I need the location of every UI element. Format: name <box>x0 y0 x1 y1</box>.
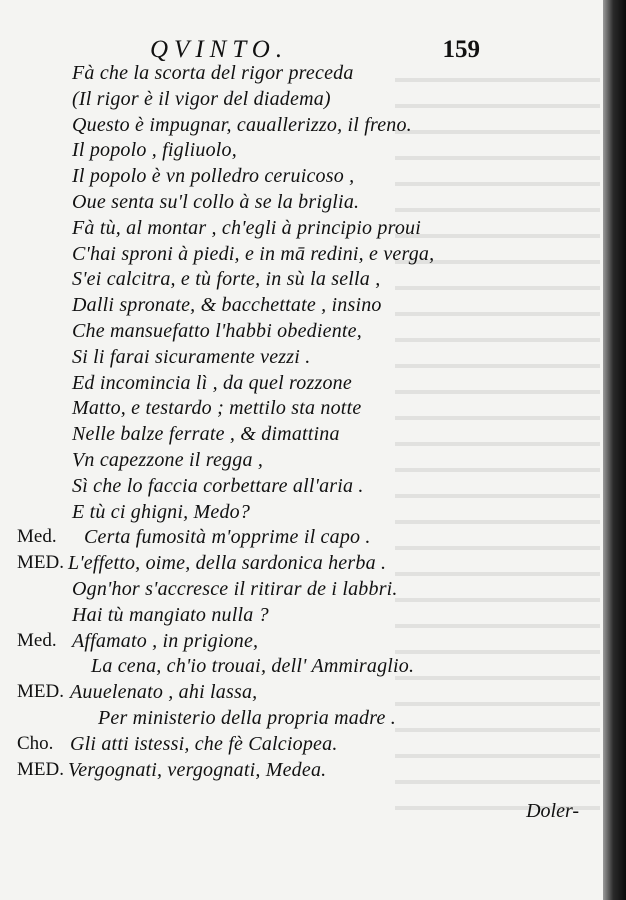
verse-line <box>0 475 600 501</box>
verse-text: Oue senta su'l collo à se la briglia. <box>72 190 360 213</box>
verse-text: Il popolo , figliuolo, <box>72 139 237 162</box>
binding-shadow <box>603 0 626 900</box>
verse-text: Ogn'hor s'accresce il ritirar de i labbri. <box>72 577 398 600</box>
verse-line <box>0 88 600 114</box>
verse-line <box>0 733 600 759</box>
speaker-label: MED. <box>17 681 64 703</box>
verse-text: E tù ci ghigni, Medo? <box>72 500 251 523</box>
verse-text: Affamato , in prigione, <box>72 629 259 652</box>
verse-text: S'ei calcitra, e tù forte, in sù la sella , <box>72 268 381 291</box>
verse-text: Sì che lo faccia corbettare all'aria . <box>72 474 364 497</box>
speaker-label: Med. <box>17 629 57 651</box>
verse-line <box>0 294 600 320</box>
verse-line <box>0 449 600 475</box>
verse-text: Fà che la scorta del rigor preceda <box>72 62 354 84</box>
running-head: QVINTO. <box>150 36 289 63</box>
verse-text: Si li farai sicuramente vezzi . <box>72 345 311 368</box>
verse-line <box>0 165 600 191</box>
verse-line <box>0 243 600 269</box>
verse-line <box>0 526 600 552</box>
verse-line <box>0 268 600 294</box>
verse-line <box>0 320 600 346</box>
verse-text: Vn capezzone il regga , <box>72 448 264 471</box>
verse-line <box>0 604 600 630</box>
verse-text: Il popolo è vn polledro ceruicoso , <box>72 165 355 188</box>
verse-line <box>0 346 600 372</box>
speaker-label: Med. <box>17 526 57 548</box>
verse-line <box>0 501 600 527</box>
verse-text: Nelle balze ferrate , & dimattina <box>72 423 340 446</box>
verse-text: Vergognati, vergognati, Medea. <box>68 758 327 781</box>
verse-text: Ed incomincia lì , da quel rozzone <box>72 371 352 394</box>
verse-line <box>0 681 600 707</box>
verse-text: Per ministerio della propria madre . <box>98 706 396 729</box>
verse-text: Gli atti istessi, che fè Calciopea. <box>70 732 338 755</box>
verse-line <box>0 217 600 243</box>
verse-line <box>0 62 600 88</box>
verse-text: Dalli spronate, & bacchettate , insino <box>72 294 382 317</box>
verse-line <box>0 191 600 217</box>
verse-line <box>0 397 600 423</box>
verse-text: Fà tù, al montar , ch'egli à principio proui <box>72 216 421 239</box>
verse-line <box>0 552 600 578</box>
speaker-label: MED. <box>17 552 64 574</box>
verse-line <box>0 423 600 449</box>
verse-text: Matto, e testardo ; mettilo sta notte <box>72 397 362 420</box>
verse-text: Questo è impugnar, cauallerizzo, il freno. <box>72 113 412 136</box>
speaker-label: Cho. <box>17 732 54 754</box>
verse-text: C'hai sproni à piedi, e in mā redini, e verga, <box>72 242 435 265</box>
verse-line <box>0 630 600 656</box>
verse-text: (Il rigor è il vigor del diadema) <box>72 87 331 110</box>
verse-line <box>0 114 600 140</box>
verse-text: L'effetto, oime, della sardonica herba . <box>68 552 387 575</box>
verse-line <box>0 759 600 785</box>
verse-text: Che mansuefatto l'habbi obediente, <box>72 319 362 342</box>
verse-text: Auuelenato , ahi lassa, <box>70 681 258 704</box>
verse-line <box>0 655 600 681</box>
verse-line <box>0 139 600 165</box>
verse-text: Hai tù mangiato nulla ? <box>72 603 269 626</box>
verse-line <box>0 707 600 733</box>
verse-block <box>0 62 600 784</box>
catchword: Doler- <box>526 800 579 822</box>
verse-line <box>0 578 600 604</box>
page-number: 159 <box>442 36 480 63</box>
verse-line <box>0 372 600 398</box>
speaker-label: MED. <box>17 758 64 780</box>
verse-text: Certa fumosità m'opprime il capo . <box>84 526 371 549</box>
verse-text: La cena, ch'io trouai, dell' Ammiraglio. <box>91 655 415 678</box>
